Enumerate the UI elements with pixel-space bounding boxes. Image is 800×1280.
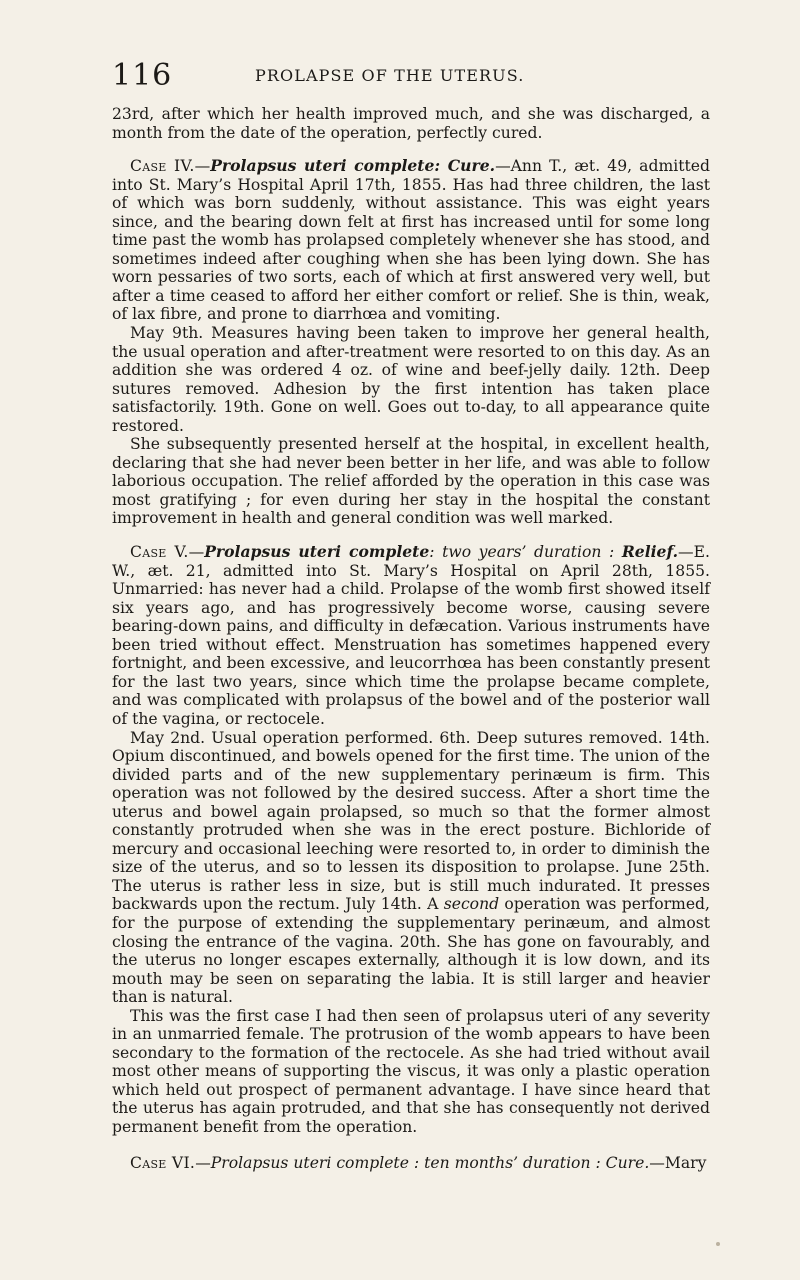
case-iv-paragraph xyxy=(112,157,710,324)
case-vi-dash: — xyxy=(195,1153,211,1172)
case-iv-text: —Ann T., æt. 49, admitted into St. Mary’s Hospital April 17th, 1855. Has had three children, the last of which was born suddenly, without assistance. This was eight years since, and the bearing down felt at first has increased until for some long time past the womb has prolapsed completely whenever she has stood, and sometimes indeed after coughing when she has been lying down. She has worn pessaries of two sorts, each of which at first answered very well, but after a time ceased to afford her either comfort or relief. She is thin, weak, of lax fibre, and prone to diarrhœa and vomiting. xyxy=(112,157,710,324)
case-vi-text: —Mary xyxy=(649,1153,707,1172)
case-vi-paragraph xyxy=(112,1154,710,1173)
case-iv-progress-paragraph: May 9th. Measures having been taken to improve her general health, the usual operation and after-treatment were resorted to on this day. As an addition she was ordered 4 oz. of wine and beef-jelly daily. 12th. Deep sutures removed. Adhesion by the first intention has taken place satisfactorily. 19th. Gone on well. Goes out to-day, to all appearance quite restored. xyxy=(112,324,710,435)
case-vi-title-b: Cure. xyxy=(605,1153,650,1172)
case-v-commentary-paragraph: This was the first case I had then seen of prolapsus uteri of any severity in an unmarried female. The protrusion of the womb appears to have been secondary to the formation of the rectocele. As she had tried without avail most other means of supporting the viscus, it was only a plastic operation which held out prospect of permanent advantage. I have since heard that the uterus has again protruded, and that she has consequently not derived permanent benefit from the operation. xyxy=(112,1006,710,1136)
case-v-progress-paragraph xyxy=(112,729,710,1007)
case-v-paragraph xyxy=(112,543,710,728)
case-v-progress-after: operation was performed, for the purpose of extending the supplementary perinæum, and almost closing the entrance of the vagina. 20th. She has gone on favourably, and the uterus no longer escapes externally, although it is low down, and its mouth may be seen on separating the labia. It is still larger and heavier than is natural. xyxy=(112,895,710,1007)
page-number: 116 xyxy=(112,58,173,93)
case-v-title-c: Relief. xyxy=(621,542,679,562)
case-iv-label: Case IV. xyxy=(130,157,195,176)
running-head: PROLAPSE OF THE UTERUS. xyxy=(255,66,525,85)
page-header xyxy=(0,58,800,98)
case-iv-outcome-paragraph: She subsequently presented herself at the hospital, in excellent health, declaring that she had never been better in her life, and was able to follow laborious occupation. The relief afforded by the operation in this case was most gratifying ; for even during her stay in the hospital the constant improvement in health and general condition was well marked. xyxy=(112,435,710,528)
case-iv-title: Prolapsus uteri complete: Cure. xyxy=(210,156,496,176)
case-v-progress-before: May 2nd. Usual operation performed. 6th. Deep sutures removed. 14th. Opium discontinued, and bowels opened for the first time. The union of the divided parts and of the new supplementary perinæum is firm. This operation was not followed by the desired success. After a short time the uterus and bowel again prolapsed, so much so that the former almost constantly protruded when she was in the erect posture. Bichloride of mercury and occasional leeching were resorted to, in order to diminish the size of the uterus, and so to lessen its disposition to prolapse. June 25th. The uterus is rather less in size, but is still much indurated. It presses backwards upon the rectum. July 14th. A xyxy=(112,728,710,914)
paper-mark xyxy=(716,1242,720,1246)
paragraph-continuation: 23rd, after which her health improved much, and she was discharged, a month from the date of the operation, perfectly cured. xyxy=(112,105,710,142)
case-v-title-b: : two years’ duration : xyxy=(429,543,622,562)
case-v-progress-italic: second xyxy=(443,895,500,914)
case-vi-title-a: Prolapsus uteri complete : ten months’ duration : xyxy=(210,1153,606,1172)
case-vi-label: Case VI. xyxy=(130,1153,196,1172)
case-v-dash: — xyxy=(188,543,205,562)
case-v-label: Case V. xyxy=(130,543,189,562)
case-v-text: —E. W., æt. 21, admitted into St. Mary’s Hospital on April 28th, 1855. Unmarried: has never had a child. Prolapse of the womb first showed itself six years ago, and has progressively become worse, causing severe bearing-down pains, and difficulty in defæcation. Various instruments have been tried without effect. Menstruation has sometimes happened every fortnight, and been excessive, and leucorrhœa has been constantly present for the last two years, since which time the prolapse became complete, and was complicated with prolapsus of the bowel and of the posterior wall of the vagina, or rectocele. xyxy=(112,543,710,728)
body-text xyxy=(112,105,710,1172)
case-v-title-a: Prolapsus uteri complete xyxy=(204,542,430,562)
case-iv-dash: — xyxy=(194,157,211,176)
